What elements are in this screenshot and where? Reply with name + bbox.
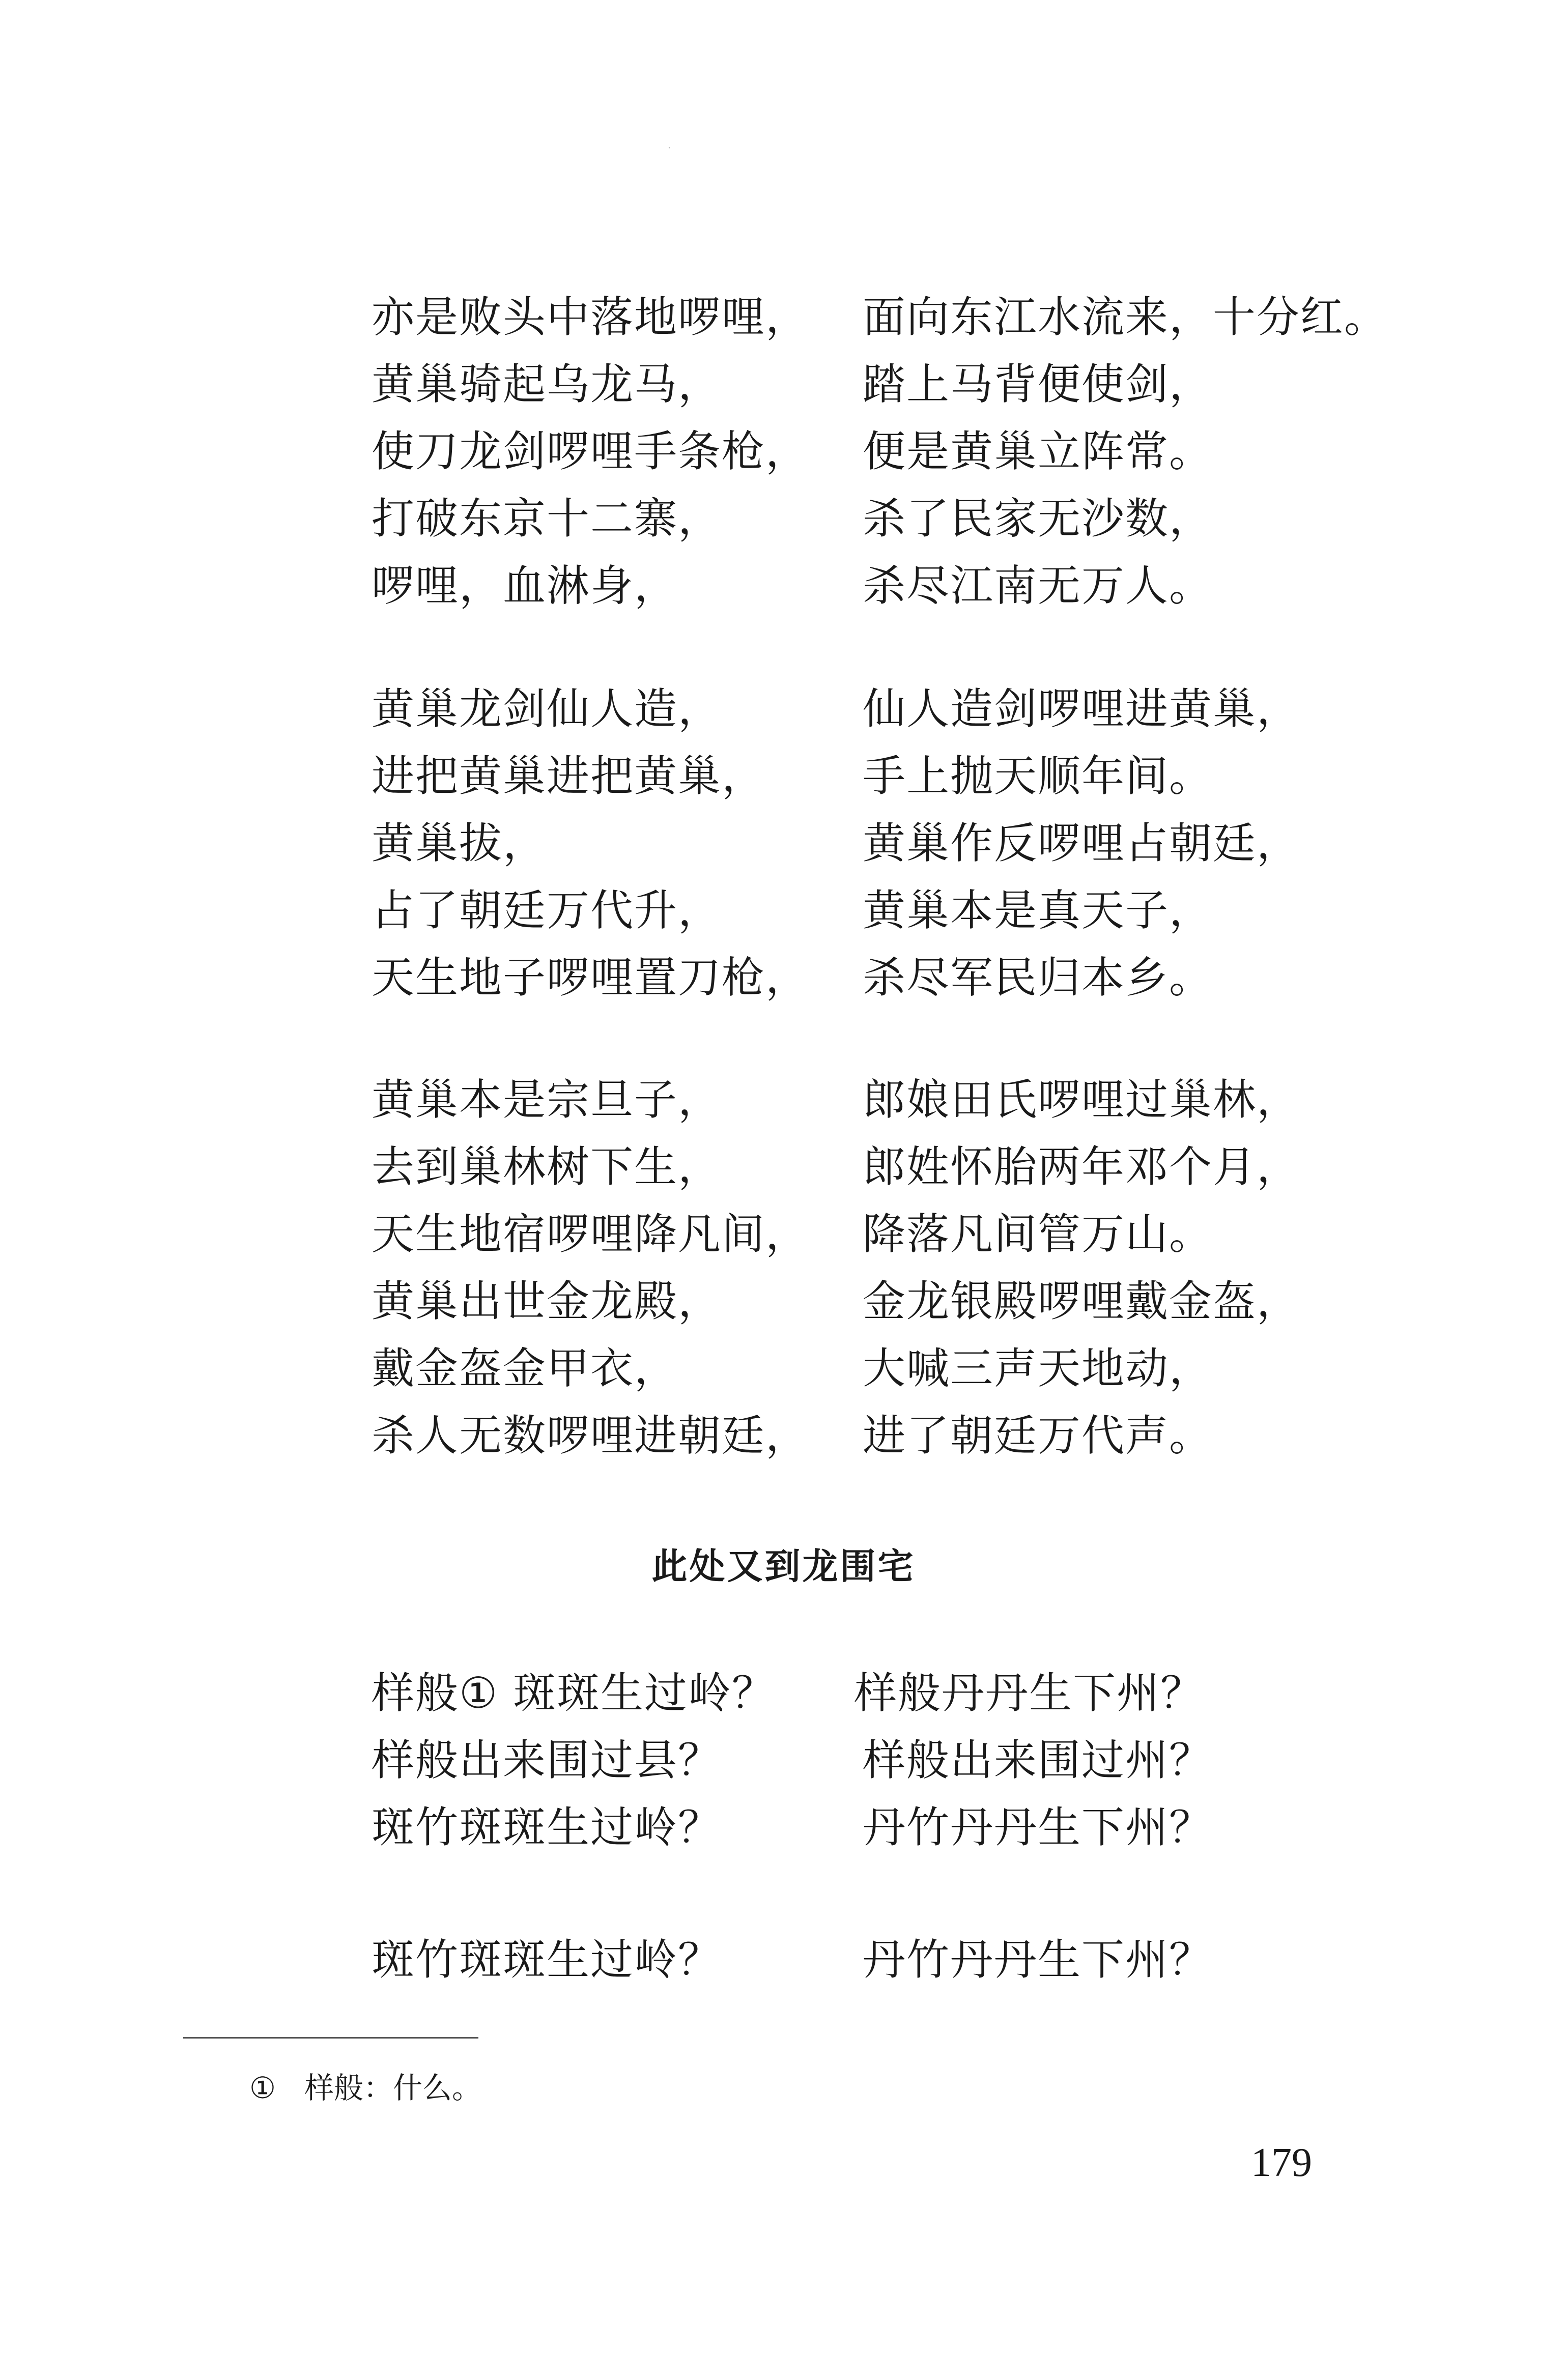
stanza-3: [372, 1072, 1364, 1475]
verse-left-a: 样般: [372, 1668, 460, 1718]
verse-left: 斑竹斑斑生过岭？: [372, 1802, 722, 1852]
verse-left-b: 斑斑生过岭？: [498, 1668, 776, 1718]
verse-right: 丹竹丹丹生下州？: [863, 1802, 1213, 1852]
verse-left: 使刀龙剑啰哩手条枪，: [372, 426, 810, 476]
scan-speck: ·: [668, 141, 671, 154]
stanza-5: [372, 1932, 1364, 1999]
verse-left: 去到巢林树下生，: [372, 1142, 722, 1192]
verse-left: 黄巢本是宗旦子，: [372, 1075, 722, 1125]
verse-right: 便是黄巢立阵常。: [863, 426, 1213, 476]
page-number: 179: [1251, 2140, 1312, 2185]
verse-line: [372, 356, 1364, 423]
verse-right: 杀了民家无沙数，: [863, 494, 1213, 543]
verse-line: [372, 681, 1364, 748]
stanza-2: [372, 681, 1364, 1017]
verse-left: 占了朝廷万代升，: [372, 885, 722, 935]
verse-right: 手上抛天顺年间。: [863, 751, 1213, 801]
stanza-1: [372, 289, 1388, 625]
section-title: 此处又到龙围宅: [651, 1545, 916, 1587]
verse-line: [372, 1206, 1364, 1273]
verse-left: 亦是败头中落地啰哩，: [372, 292, 810, 342]
verse-line: [372, 1932, 1364, 1999]
verse-right: 踏上马背便使剑，: [863, 359, 1213, 409]
stanza-4: [372, 1665, 1364, 1867]
verse-left: 打破东京十二寨，: [372, 494, 722, 543]
verse-right: 样般出来围过州？: [863, 1735, 1213, 1785]
verse-line: [372, 1665, 1364, 1732]
verse-left: 杀人无数啰哩进朝廷，: [372, 1411, 810, 1460]
verse-left: 黄巢拔，: [372, 818, 547, 868]
footnote-text: 样般：什么。: [304, 2071, 482, 2105]
verse-right: 黄巢本是真天子，: [863, 885, 1213, 935]
verse-left: 天生地宿啰哩降凡间，: [372, 1209, 810, 1259]
verse-left: 戴金盔金甲衣，: [372, 1343, 678, 1393]
verse-left: [372, 1665, 776, 1721]
footnote-divider: [183, 2037, 478, 2039]
verse-right: 杀尽军民归本乡。: [863, 953, 1213, 1002]
verse-line: [372, 558, 1364, 625]
verse-line: [372, 882, 1364, 950]
footnote: [249, 2065, 481, 2111]
footnote-mark: ①: [249, 2071, 276, 2105]
verse-left: 黄巢骑起乌龙马，: [372, 359, 722, 409]
verse-line: [372, 1732, 1364, 1799]
verse-right: 黄巢作反啰哩占朝廷，: [863, 818, 1301, 868]
verse-right: 杀尽江南无万人。: [863, 561, 1213, 611]
verse-line: [372, 1273, 1364, 1340]
verse-line: [372, 815, 1364, 882]
verse-line: [372, 1799, 1364, 1867]
verse-line: [372, 1340, 1364, 1408]
verse-right: 金龙银殿啰哩戴金盔，: [863, 1276, 1301, 1326]
verse-right: 进了朝廷万代声。: [863, 1411, 1213, 1460]
verse-line: [372, 423, 1364, 491]
verse-left: 啰哩，血淋身，: [372, 561, 678, 611]
verse-left: 黄巢出世金龙殿，: [372, 1276, 722, 1326]
footnote-ref: ①: [459, 1668, 499, 1718]
verse-right: 面向东江水流来，十分红。: [863, 292, 1388, 342]
verse-left: 进把黄巢进把黄巢，: [372, 751, 766, 801]
verse-line: [372, 289, 1388, 356]
verse-line: [372, 1408, 1364, 1475]
verse-left: 黄巢龙剑仙人造，: [372, 684, 722, 734]
verse-line: [372, 1072, 1364, 1139]
verse-right: 丹竹丹丹生下州？: [863, 1935, 1213, 1985]
verse-line: [372, 491, 1364, 558]
verse-right: 郎姓怀胎两年邓个月，: [863, 1142, 1301, 1192]
verse-right: 仙人造剑啰哩进黄巢，: [863, 684, 1301, 734]
verse-line: [372, 1139, 1364, 1206]
verse-right: 样般丹丹生下州？: [854, 1668, 1205, 1718]
verse-right: 降落凡间管万山。: [863, 1209, 1213, 1259]
verse-line: [372, 950, 1364, 1017]
verse-line: [372, 748, 1364, 815]
verse-left: 样般出来围过县？: [372, 1735, 722, 1785]
verse-left: 斑竹斑斑生过岭？: [372, 1935, 722, 1985]
verse-right: 大喊三声天地动，: [863, 1343, 1213, 1393]
verse-right: 郎娘田氏啰哩过巢林，: [863, 1075, 1301, 1125]
verse-left: 天生地子啰哩置刀枪，: [372, 953, 810, 1002]
